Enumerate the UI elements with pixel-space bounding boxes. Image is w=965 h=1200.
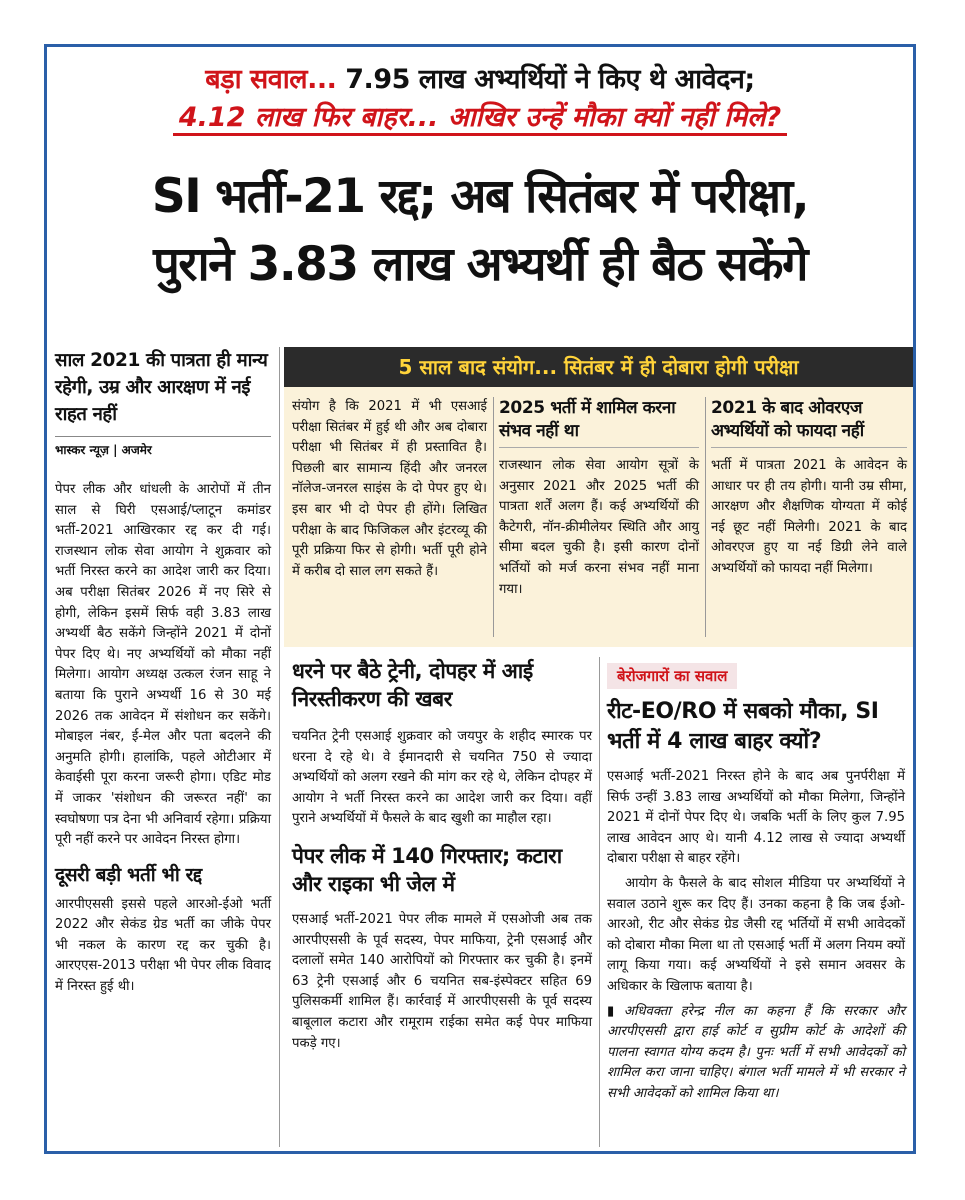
quote-marker-icon: ▮ [607, 1003, 624, 1019]
top-question-text-2: 4.12 लाख फिर बाहर... आखिर उन्हें मौका क्यों नहीं मिले? [173, 102, 787, 136]
left-column [55, 347, 271, 998]
right-body: एसआई भर्ती-2021 निरस्त होने के बाद अब पुनर्परीक्षा में सिर्फ उन्हीं 3.83 लाख अभ्यर्थियों को मौका मिलेगा, जिन्होंने 2021 में दोनों पेपर दिए थे। जबकि भर्ती के लिए कुल 7.95 लाख आवेदन आए थे। यानी 4.12 लाख से ज्यादा अभ्यर्थी दोबारा परीक्षा से बाहर रहेंगे। [607, 769, 905, 867]
middle-head-1: धरने पर बैठे ट्रेनी, दोपहर में आई निरस्तीकरण की खबर [292, 659, 533, 711]
box-banner: 5 साल बाद संयोग... सितंबर में ही दोबारा होगी परीक्षा [284, 347, 913, 387]
right-column [607, 663, 905, 1105]
right-tag: बेरोजगारों का सवाल [607, 663, 737, 689]
middle-head-2: पेपर लीक में 140 गिरफ्तार; कटारा और राइका भी जेल में [292, 843, 562, 896]
top-question-line [47, 59, 913, 96]
middle-body-1: चयनित ट्रेनी एसआई शुक्रवार को जयपुर के शहीद स्मारक पर धरना दे रहे थे। वे ईमानदारी से चयनित 750 से ज्यादा अभ्यर्थियों को अलग रखने की मांग कर रहे थे, लेकिन दोपहर में आयोग ने भर्ती निरस्त करने का आदेश जारी कर दिया। वहीं पुराने अभ्यर्थियों में फैसले के बाद खुशी का माहौल रहा। [292, 729, 592, 827]
box-col-2 [499, 397, 699, 600]
right-body-2: आयोग के फैसले के बाद सोशल मीडिया पर अभ्यर्थियों ने सवाल उठाने शुरू कर दिए हैं। उनका कहना है कि जब ईओ-आरओ, रीट और सेकंड ग्रेड जैसी रद्द भर्तियों में सभी आवेदकों को दोबारा मौका मिला था तो एसआई भर्ती में अलग नियम क्यों लागू किया गया। कई अभ्यर्थियों ने इसे समान अवसर के अधिकार के खिलाफ बताया है। [607, 875, 905, 994]
box-col-3-head: 2021 के बाद ओवरएज अभ्यर्थियों को फायदा नहीं [711, 397, 907, 448]
box-col-3 [711, 397, 907, 580]
column-divider-2 [599, 657, 600, 1147]
left-subhead-2: दूसरी बड़ी भर्ती भी रद्द [55, 863, 202, 886]
byline: भास्कर न्यूज़ | अजमेर [55, 436, 271, 458]
right-quote [607, 1002, 905, 1105]
top-question-text: 7.95 लाख अभ्यर्थियों ने किए थे आवेदन; [336, 64, 755, 95]
headline-line-1: SI भर्ती-21 रद्द; अब सितंबर में परीक्षा, [151, 169, 809, 224]
top-question-label: बड़ा सवाल... [205, 64, 337, 95]
top-question-line-2 [47, 97, 913, 134]
headline-line-2: पुराने 3.83 लाख अभ्यर्थी ही बैठ सकेंगे [153, 237, 807, 292]
left-body-2: आरपीएससी इससे पहले आरओ-ईओ भर्ती 2022 और सेकंड ग्रेड भर्ती का जीके पेपर भी नकल के कारण रद्द कर चुकी है। आरएएस-2013 परीक्षा भी पेपर लीक विवाद में निरस्त हुई थी। [55, 896, 271, 995]
left-subhead: साल 2021 की पात्रता ही मान्य रहेगी, उम्र और आरक्षण में नई राहत नहीं [55, 350, 268, 425]
right-head: रीट-EO/RO में सबको मौका, SI भर्ती में 4 लाख बाहर क्यों? [607, 699, 879, 754]
box-col-3-body: भर्ती में पात्रता 2021 के आवेदन के आधार पर ही तय होगी। यानी उम्र सीमा, आरक्षण और शैक्षणिक योग्यता में कोई नई छूट नहीं मिलेगी। 2021 के बाद ओवरएज हुए या नई डिग्री लेने वाले अभ्यर्थियों को फायदा नहीं मिलेगा। [711, 458, 907, 576]
newspaper-clipping [44, 44, 916, 1154]
box-col-2-body: राजस्थान लोक सेवा आयोग सूत्रों के अनुसार 2021 और 2025 भर्ती की पात्रता शर्तें अलग हैं। कई अभ्यर्थियों की कैटेगरी, नॉन-क्रीमीलेयर स्थिति और आयु सीमा बदल चुकी है। इसी कारण दोनों भर्तियों को मर्ज करना संभव नहीं माना गया। [499, 458, 699, 597]
middle-column [292, 657, 592, 1054]
box-col-1: संयोग है कि 2021 में भी एसआई परीक्षा सितंबर में हुई थी और अब दोबारा परीक्षा भी सितंबर में ही प्रस्तावित है। पिछली बार सामान्य हिंदी और जनरल नॉलेज-जनरल साइंस के दो पेपर हुए थे। इस बार भी दो पेपर ही होंगे। लिखित परीक्षा के बाद फिजिकल और इंटरव्यू की पूरी प्रक्रिया फिर से होगी। भर्ती पूरी होने में करीब दो साल लग सकते हैं। [292, 399, 487, 579]
box-col-2-head: 2025 भर्ती में शामिल करना संभव नहीं था [499, 397, 699, 448]
box-divider-1 [493, 397, 494, 637]
left-body: पेपर लीक और धांधली के आरोपों में तीन साल से घिरी एसआई/प्लाटून कमांडर भर्ती-2021 आखिरकार रद्द कर दी गई। राजस्थान लोक सेवा आयोग ने शुक्रवार को भर्ती निरस्त करने का आदेश जारी कर दिया। अब परीक्षा सितंबर 2026 में नए सिरे से होगी, लेकिन इसमें सिर्फ वही 3.83 लाख अभ्यर्थी बैठ सकेंगे जिन्होंने 2021 में दोनों पेपर दिए थे। नए अभ्यर्थियों को मौका नहीं मिलेगा। आयोग अध्यक्ष उत्कल रंजन साहू ने बताया कि पुराने अभ्यर्थी 16 से 30 मई 2026 तक आवेदन में संशोधन कर सकेंगे। मोबाइल नंबर, ई-मेल और पता बदलने की अनुमति होगी। हालांकि, पहले ओटीआर में केवाईसी पूरा करना जरूरी होगा। एडिट मोड में जाकर 'संशोधन की जरूरत नहीं' का स्वघोषणा पत्र देना भी अनिवार्य रहेगा। प्रक्रिया पूरी नहीं करने पर आवेदन निरस्त होगा। [55, 482, 271, 848]
right-quote-text: अधिवक्ता हरेन्द्र नील का कहना हैं कि सरकार और आरपीएससी द्वारा हाई कोर्ट व सुप्रीम कोर्ट के आदेशों की पालना स्वागत योग्य कदम है। पुनः भर्ती में सभी आवेदकों को शामिल करा जाना चाहिए। बंगाल भर्ती मामले में भी सरकार ने सभी आवेदकों को शामिल किया था। [607, 1003, 906, 1101]
box-divider-2 [705, 397, 706, 637]
middle-body-2: एसआई भर्ती-2021 पेपर लीक मामले में एसओजी अब तक आरपीएससी के पूर्व सदस्य, पेपर माफिया, ट्रेनी एसआई और दलालों समेत 140 आरोपियों को गिरफ्तार कर चुकी है। इनमें 63 ट्रेनी एसआई और 6 चयनित सब-इंस्पेक्टर सहित 69 पुलिसकर्मी शामिल हैं। कार्रवाई में आरपीएससी के पूर्व सदस्य बाबूलाल कटारा और रामूराम राईका समेत कई पेपर माफिया पकड़े गए। [292, 911, 592, 1051]
column-divider [279, 347, 280, 1147]
